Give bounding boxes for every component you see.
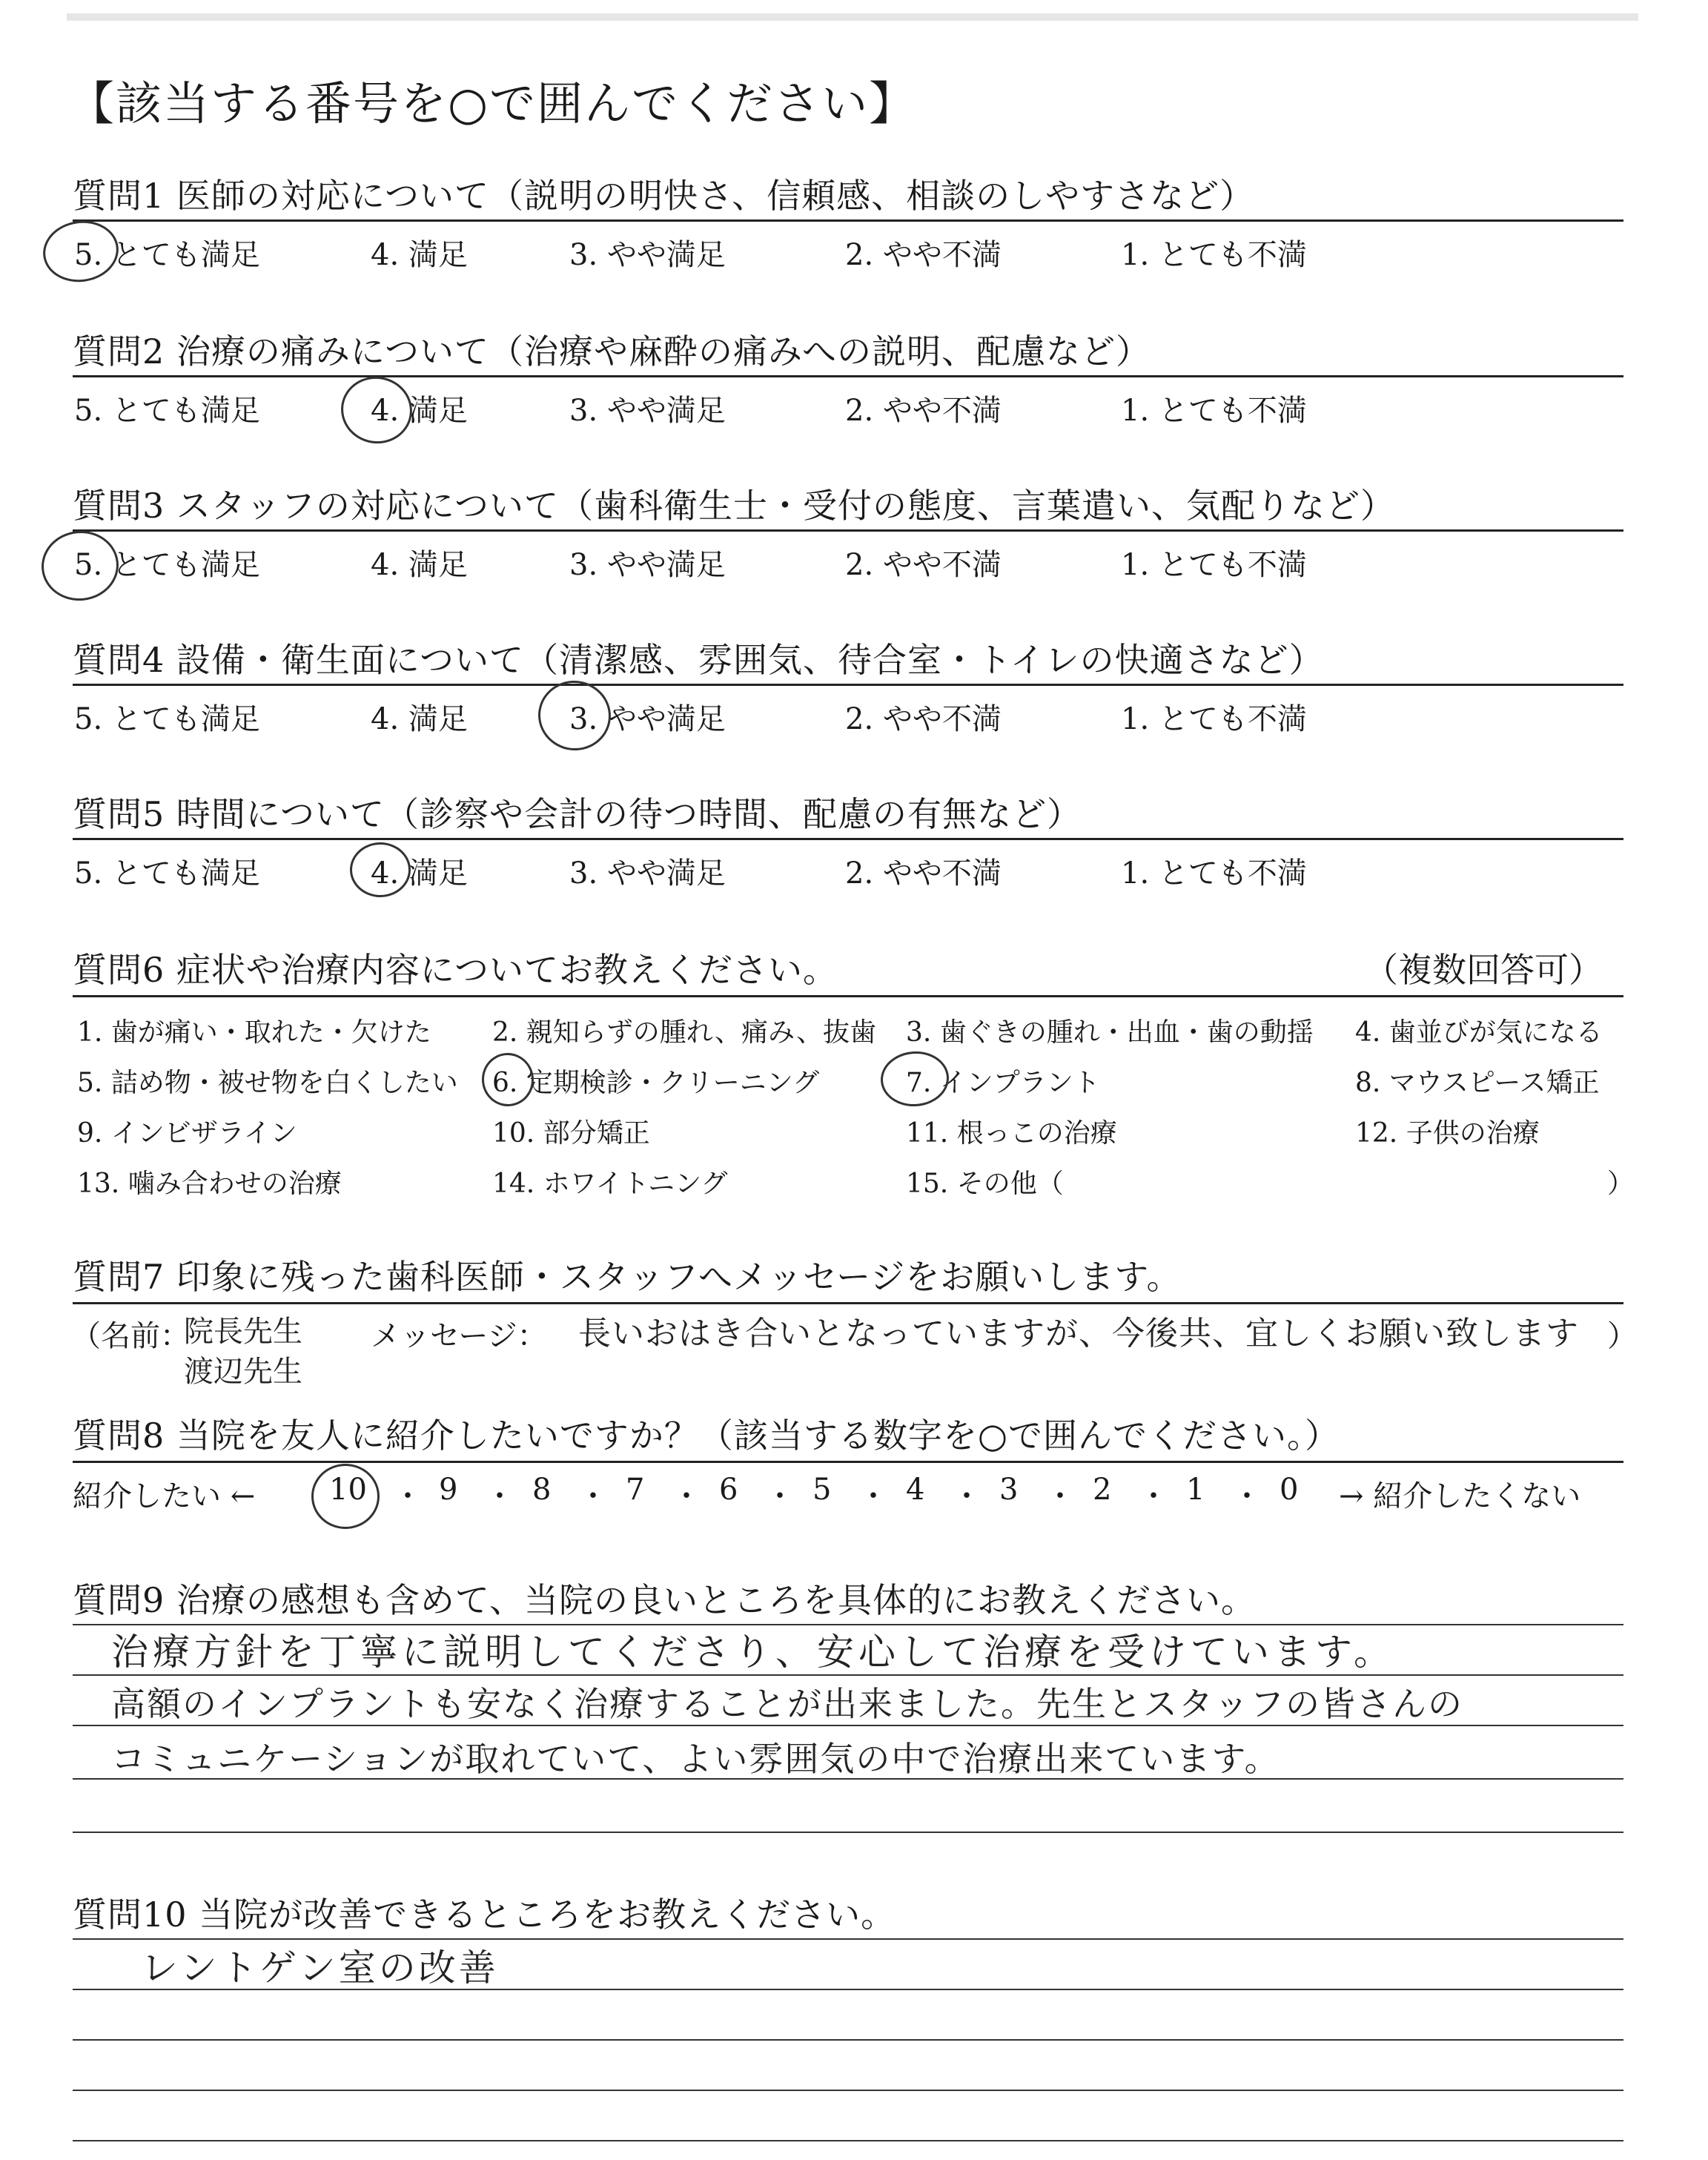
q5-selection-circle: [350, 842, 411, 897]
q6-item-4[interactable]: 4. 歯並びが気になる: [1355, 1017, 1603, 1048]
q10-answer-line-1[interactable]: レントゲン室の改善: [141, 1946, 499, 1989]
q8-number-3[interactable]: 3: [999, 1473, 1019, 1507]
q6-item-13[interactable]: 13. 噛み合わせの治療: [77, 1169, 342, 1199]
q1-option-4[interactable]: 4. 満足: [371, 238, 468, 272]
q7-name-label: （名前：: [71, 1319, 190, 1353]
q3-selection-circle: [38, 527, 122, 604]
q9-answer-line-1[interactable]: 治療方針を丁寧に説明してくださり、安心して治療を受けています。: [111, 1631, 1395, 1674]
q10-writing-line: [73, 2039, 1623, 2041]
q8-dot: ・: [1232, 1479, 1262, 1513]
q3-option-3[interactable]: 3. やや満足: [569, 548, 726, 582]
q8-dot: ・: [952, 1479, 982, 1513]
q4-rule: [73, 684, 1623, 686]
q3-rule: [73, 529, 1623, 532]
q5-option-3[interactable]: 3. やや満足: [569, 856, 726, 891]
q8-number-6[interactable]: 6: [719, 1473, 738, 1507]
q6-item-1[interactable]: 1. 歯が痛い・取れた・欠けた: [77, 1017, 431, 1048]
q1-selection-circle: [39, 216, 122, 286]
q6-selection-circle-7: [879, 1049, 951, 1109]
q8-dot: ・: [765, 1479, 795, 1513]
q2-selection-circle: [336, 371, 417, 449]
q6-item-15[interactable]: 15. その他（: [906, 1169, 1064, 1199]
q9-answer-line-2[interactable]: 高額のインプラントも安なく治療することが出来ました。先生とスタッフの皆さんの: [111, 1684, 1463, 1724]
q4-option-1[interactable]: 1. とても不満: [1121, 702, 1307, 736]
q2-option-5[interactable]: 5. とても満足: [74, 394, 260, 428]
q9-writing-line: [73, 1832, 1623, 1833]
q6-selection-circle-6: [479, 1051, 536, 1109]
q5-option-1[interactable]: 1. とても不満: [1121, 856, 1307, 891]
q1-option-1[interactable]: 1. とても不満: [1121, 238, 1307, 272]
q6-item-3[interactable]: 3. 歯ぐきの腫れ・出血・歯の動揺: [906, 1017, 1314, 1048]
q8-left-label: 紹介したい ←: [73, 1479, 256, 1513]
q6-item-6[interactable]: 6. 定期検診・クリーニング: [492, 1068, 820, 1098]
q6-item-8[interactable]: 8. マウスピース矯正: [1355, 1068, 1600, 1098]
q6-item-10[interactable]: 10. 部分矯正: [492, 1118, 650, 1149]
q3-title: 質問3 スタッフの対応について（歯科衛生士・受付の態度、言葉遣い、気配りなど）: [73, 486, 1395, 526]
q8-dot: ・: [485, 1479, 514, 1513]
q6-item-12[interactable]: 12. 子供の治療: [1355, 1118, 1540, 1149]
q4-option-5[interactable]: 5. とても満足: [74, 702, 260, 736]
q2-title: 質問2 治療の痛みについて（治療や麻酔の痛みへの説明、配慮など）: [73, 331, 1151, 371]
q8-right-label: → 紹介したくない: [1339, 1479, 1581, 1513]
q8-number-5[interactable]: 5: [812, 1473, 832, 1507]
scan-top-edge: [67, 13, 1638, 21]
q6-title: 質問6 症状や治療内容についてお教えください。: [73, 950, 838, 990]
q3-option-1[interactable]: 1. とても不満: [1121, 548, 1307, 582]
q5-option-4[interactable]: 4. 満足: [371, 856, 468, 891]
q2-option-1[interactable]: 1. とても不満: [1121, 394, 1307, 428]
q7-rule: [73, 1302, 1623, 1304]
q5-option-2[interactable]: 2. やや不満: [845, 856, 1002, 891]
q4-option-4[interactable]: 4. 満足: [371, 702, 468, 736]
q1-option-2[interactable]: 2. やや不満: [845, 238, 1002, 272]
q8-selection-circle: [311, 1464, 380, 1529]
q8-dot: ・: [1139, 1479, 1168, 1513]
q5-title: 質問5 時間について（診察や会計の待つ時間、配慮の有無など）: [73, 794, 1082, 834]
q8-number-2[interactable]: 2: [1093, 1473, 1112, 1507]
q8-title: 質問8 当院を友人に紹介したいですか？（該当する数字を○で囲んでください。）: [73, 1416, 1340, 1456]
q7-message-text[interactable]: 長いおはき合いとなっていますが、今後共、宜しくお願い致します: [578, 1315, 1579, 1353]
q8-dot: ・: [578, 1479, 608, 1513]
q9-title: 質問9 治療の感想も含めて、当院の良いところを具体的にお教えください。: [73, 1580, 1256, 1620]
q8-number-1[interactable]: 1: [1186, 1473, 1205, 1507]
q8-dot: ・: [1045, 1479, 1075, 1513]
q8-number-8[interactable]: 8: [532, 1473, 552, 1507]
q3-option-5[interactable]: 5. とても満足: [74, 548, 260, 582]
q8-number-7[interactable]: 7: [626, 1473, 645, 1507]
q7-name-line-1: 院長先生: [184, 1315, 302, 1349]
q10-writing-line: [73, 2090, 1623, 2091]
q4-title: 質問4 設備・衛生面について（清潔感、雰囲気、待合室・トイレの快適さなど）: [73, 640, 1324, 680]
q6-item-7[interactable]: 7. インプラント: [906, 1068, 1100, 1098]
q1-rule: [73, 219, 1623, 222]
q8-rule: [73, 1461, 1623, 1463]
q1-option-3[interactable]: 3. やや満足: [569, 238, 726, 272]
q10-writing-line: [73, 2140, 1623, 2141]
q8-number-0[interactable]: 0: [1280, 1473, 1299, 1507]
q9-answer-line-3[interactable]: コミュニケーションが取れていて、よい雰囲気の中で治療出来ています。: [111, 1739, 1280, 1779]
q3-option-4[interactable]: 4. 満足: [371, 548, 468, 582]
q6-item-5[interactable]: 5. 詰め物・被せ物を白くしたい: [77, 1068, 458, 1098]
q3-option-2[interactable]: 2. やや不満: [845, 548, 1002, 582]
q2-option-3[interactable]: 3. やや満足: [569, 394, 726, 428]
q4-option-3[interactable]: 3. やや満足: [569, 702, 726, 736]
q4-option-2[interactable]: 2. やや不満: [845, 702, 1002, 736]
q7-name-line-2: 渡辺先生: [184, 1355, 302, 1389]
q6-item-9[interactable]: 9. インビザライン: [77, 1118, 297, 1149]
q8-number-10[interactable]: 10: [329, 1473, 367, 1507]
q8-dot: ・: [858, 1479, 888, 1513]
q8-number-4[interactable]: 4: [906, 1473, 925, 1507]
q6-rule: [73, 995, 1623, 997]
q8-dot: ・: [672, 1479, 701, 1513]
q5-option-5[interactable]: 5. とても満足: [74, 856, 260, 891]
q6-item-2[interactable]: 2. 親知らずの腫れ、痛み、抜歯: [492, 1017, 877, 1048]
q6-item-14[interactable]: 14. ホワイトニング: [492, 1169, 728, 1199]
q6-item-11[interactable]: 11. 根っこの治療: [906, 1118, 1117, 1149]
q2-option-2[interactable]: 2. やや不満: [845, 394, 1002, 428]
page-heading: 【該当する番号を○で囲んでください】: [68, 76, 917, 131]
q8-dot: ・: [393, 1479, 423, 1513]
q6-other-close-paren: ）: [1607, 1169, 1635, 1199]
q5-rule: [73, 838, 1623, 840]
q10-title: 質問10 当院が改善できるところをお教えください。: [73, 1895, 896, 1935]
q6-multi-note: （複数回答可）: [1364, 950, 1603, 990]
q7-title: 質問7 印象に残った歯科医師・スタッフへメッセージをお願いします。: [73, 1257, 1182, 1297]
q4-selection-circle: [534, 676, 615, 756]
q2-option-4[interactable]: 4. 満足: [371, 394, 468, 428]
q7-close-paren: ）: [1607, 1319, 1637, 1353]
q2-rule: [73, 375, 1623, 377]
q7-message-label: メッセージ：: [371, 1319, 547, 1353]
q1-title: 質問1 医師の対応について（説明の明快さ、信頼感、相談のしやすさなど）: [73, 176, 1255, 216]
q1-option-5[interactable]: 5. とても満足: [74, 238, 260, 272]
q8-number-9[interactable]: 9: [439, 1473, 458, 1507]
